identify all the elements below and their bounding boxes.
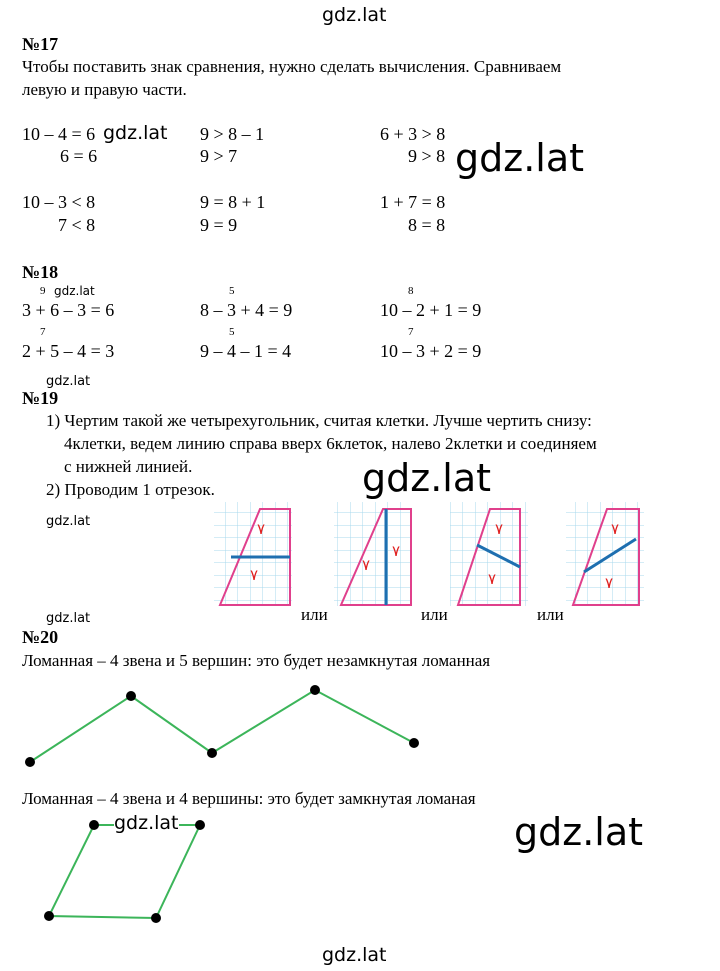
exercise-20-text: Ломанная – 4 звена и 4 вершины: это будет замкнутая ломаная xyxy=(22,789,476,808)
exercise-19-text: 4клетки, ведем линию справа вверх 6клеток, налево 2клетки и соединяем xyxy=(64,434,597,453)
equation: 2 + 5 – 4 = 3 xyxy=(22,341,115,361)
watermark: gdz.lat xyxy=(322,4,387,26)
equation: 9 > 7 xyxy=(200,146,238,166)
watermark: gdz.lat xyxy=(514,810,644,854)
check-mark-icon: ٧ xyxy=(257,520,266,538)
equation: 10 – 2 + 1 = 9 xyxy=(380,300,482,320)
exercise-19-title: №19 xyxy=(22,388,59,408)
exercise-19-text: 1) Чертим такой же четырехугольник, считая клетки. Лучше чертить снизу: xyxy=(46,411,592,430)
check-mark-icon: ٧ xyxy=(605,574,614,592)
watermark: gdz.lat xyxy=(455,136,585,180)
vertex xyxy=(89,820,99,830)
watermark: gdz.lat xyxy=(54,284,95,298)
watermark: gdz.lat xyxy=(46,611,91,626)
exercise-17-text: левую и правую части. xyxy=(22,80,187,99)
equation: 9 > 8 – 1 xyxy=(200,124,265,144)
equation: 9 = 9 xyxy=(200,215,238,235)
answer-superscript: 7 xyxy=(40,326,46,338)
equation: 9 – 4 – 1 = 4 xyxy=(200,341,292,361)
exercise-17-text: Чтобы поставить знак сравнения, нужно сделать вычисления. Сравниваем xyxy=(22,57,562,76)
check-mark-icon: ٧ xyxy=(488,570,497,588)
or-label: или xyxy=(537,605,564,624)
vertex xyxy=(310,685,320,695)
vertex xyxy=(195,820,205,830)
check-mark-icon: ٧ xyxy=(611,520,620,538)
vertex xyxy=(409,738,419,748)
exercise-19-text: 2) Проводим 1 отрезок. xyxy=(46,480,215,499)
equation: 6 = 6 xyxy=(60,146,98,166)
watermark: gdz.lat xyxy=(46,374,91,389)
answer-superscript: 7 xyxy=(408,326,414,338)
check-mark-icon: ٧ xyxy=(362,556,371,574)
or-label: или xyxy=(301,605,328,624)
check-mark-icon: ٧ xyxy=(495,520,504,538)
check-mark-icon: ٧ xyxy=(250,566,259,584)
equation: 8 – 3 + 4 = 9 xyxy=(200,300,293,320)
equation: 7 < 8 xyxy=(58,215,96,235)
watermark: gdz.lat xyxy=(46,514,91,529)
equation: 10 – 3 + 2 = 9 xyxy=(380,341,482,361)
answer-superscript: 8 xyxy=(408,285,414,297)
exercise-20-text: Ломанная – 4 звена и 5 вершин: это будет незамкнутая ломанная xyxy=(22,651,491,670)
or-label: или xyxy=(421,605,448,624)
exercise-17-title: №17 xyxy=(22,34,59,54)
exercise-20-title: №20 xyxy=(22,627,59,647)
equation: 9 = 8 + 1 xyxy=(200,192,266,212)
exercise-18-title: №18 xyxy=(22,262,59,282)
vertex xyxy=(207,748,217,758)
vertex xyxy=(151,913,161,923)
watermark: gdz.lat xyxy=(114,812,179,834)
vertex xyxy=(25,757,35,767)
equation: 10 – 4 = 6 xyxy=(22,124,96,144)
watermark: gdz.lat xyxy=(362,456,492,500)
equation: 10 – 3 < 8 xyxy=(22,192,96,212)
open-polyline xyxy=(25,685,419,767)
equation: 6 + 3 > 8 xyxy=(380,124,446,144)
answer-superscript: 9 xyxy=(40,285,46,297)
equation: 8 = 8 xyxy=(408,215,446,235)
watermark: gdz.lat xyxy=(322,944,387,966)
vertex xyxy=(44,911,54,921)
equation: 1 + 7 = 8 xyxy=(380,192,446,212)
equation: 9 > 8 xyxy=(408,146,446,166)
closed-polyline xyxy=(44,820,205,923)
exercise-19-text: с нижней линией. xyxy=(64,457,193,476)
check-mark-icon: ٧ xyxy=(392,542,401,560)
answer-superscript: 5 xyxy=(229,285,235,297)
watermark: gdz.lat xyxy=(103,122,168,144)
answer-superscript: 5 xyxy=(229,326,235,338)
vertex xyxy=(126,691,136,701)
equation: 3 + 6 – 3 = 6 xyxy=(22,300,115,320)
